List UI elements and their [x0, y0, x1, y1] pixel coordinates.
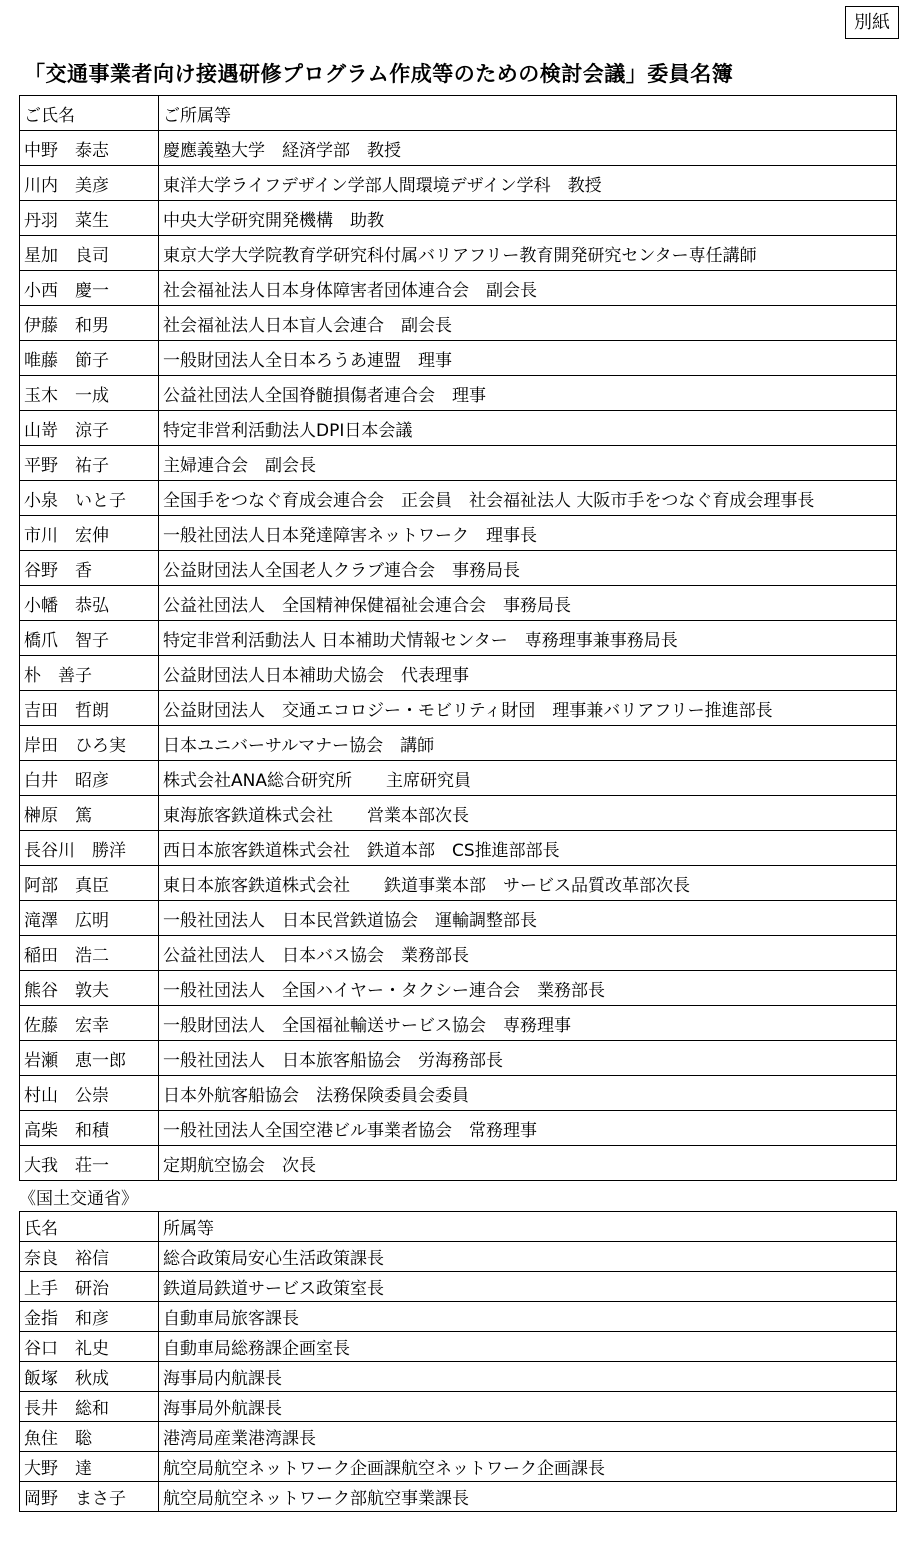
member-name: 榊原 篤 — [20, 796, 159, 831]
member-affiliation: 総合政策局安心生活政策課長 — [159, 1242, 897, 1272]
member-name: 橋爪 智子 — [20, 621, 159, 656]
member-name: 星加 良司 — [20, 236, 159, 271]
table-row — [20, 1041, 897, 1076]
table-row — [20, 866, 897, 901]
table-row — [20, 1146, 897, 1181]
member-name: 村山 公崇 — [20, 1076, 159, 1111]
member-name: 唯藤 節子 — [20, 341, 159, 376]
member-name: 長谷川 勝洋 — [20, 831, 159, 866]
table-row — [20, 691, 897, 726]
member-name: 大我 荘一 — [20, 1146, 159, 1181]
table-row — [20, 1076, 897, 1111]
member-affiliation: 鉄道局鉄道サービス政策室長 — [159, 1272, 897, 1302]
header-affiliation: ご所属等 — [159, 96, 897, 131]
member-affiliation: 西日本旅客鉄道株式会社 鉄道本部 CS推進部部長 — [159, 831, 897, 866]
member-name: 小泉 いと子 — [20, 481, 159, 516]
member-affiliation: 主婦連合会 副会長 — [159, 446, 897, 481]
member-affiliation: 公益社団法人全国脊髄損傷者連合会 理事 — [159, 376, 897, 411]
table-row — [20, 131, 897, 166]
ministry-table — [19, 1211, 897, 1512]
member-affiliation: 一般財団法人 全国福祉輸送サービス協会 専務理事 — [159, 1006, 897, 1041]
member-affiliation: 自動車局総務課企画室長 — [159, 1332, 897, 1362]
member-name: 長井 総和 — [20, 1392, 159, 1422]
member-affiliation: 日本外航客船協会 法務保険委員会委員 — [159, 1076, 897, 1111]
member-affiliation: 慶應義塾大学 経済学部 教授 — [159, 131, 897, 166]
member-name: 白井 昭彦 — [20, 761, 159, 796]
member-name: 岸田 ひろ実 — [20, 726, 159, 761]
member-name: 小西 慶一 — [20, 271, 159, 306]
member-affiliation: 日本ユニバーサルマナー協会 講師 — [159, 726, 897, 761]
member-name: 丹羽 菜生 — [20, 201, 159, 236]
table-row — [20, 586, 897, 621]
member-name: 谷野 香 — [20, 551, 159, 586]
table-row — [20, 1272, 897, 1302]
table-row — [20, 1006, 897, 1041]
member-affiliation: 自動車局旅客課長 — [159, 1302, 897, 1332]
member-name: 高柴 和積 — [20, 1111, 159, 1146]
member-affiliation: 社会福祉法人日本身体障害者団体連合会 副会長 — [159, 271, 897, 306]
member-affiliation: 特定非営利活動法人 日本補助犬情報センター 専務理事兼事務局長 — [159, 621, 897, 656]
attachment-label: 別紙 — [845, 6, 899, 39]
table-row — [20, 271, 897, 306]
member-affiliation: 公益社団法人 全国精神保健福祉会連合会 事務局長 — [159, 586, 897, 621]
table-row — [20, 761, 897, 796]
member-affiliation: 公益財団法人日本補助犬協会 代表理事 — [159, 656, 897, 691]
member-name: 佐藤 宏幸 — [20, 1006, 159, 1041]
table-row — [20, 1111, 897, 1146]
table-row — [20, 481, 897, 516]
member-affiliation: 公益財団法人全国老人クラブ連合会 事務局長 — [159, 551, 897, 586]
member-name: 谷口 礼史 — [20, 1332, 159, 1362]
table-header-row — [20, 96, 897, 131]
member-name: 岡野 まさ子 — [20, 1482, 159, 1512]
member-affiliation: 中央大学研究開発機構 助教 — [159, 201, 897, 236]
member-name: 山嵜 涼子 — [20, 411, 159, 446]
member-name: 玉木 一成 — [20, 376, 159, 411]
table-row — [20, 236, 897, 271]
member-affiliation: 海事局外航課長 — [159, 1392, 897, 1422]
member-affiliation: 港湾局産業港湾課長 — [159, 1422, 897, 1452]
table-row — [20, 656, 897, 691]
member-name: 飯塚 秋成 — [20, 1362, 159, 1392]
member-affiliation: 株式会社ANA総合研究所 主席研究員 — [159, 761, 897, 796]
member-affiliation: 一般財団法人全日本ろうあ連盟 理事 — [159, 341, 897, 376]
table-row — [20, 166, 897, 201]
table-row — [20, 1332, 897, 1362]
member-affiliation: 東日本旅客鉄道株式会社 鉄道事業本部 サービス品質改革部次長 — [159, 866, 897, 901]
member-name: 川内 美彦 — [20, 166, 159, 201]
member-affiliation: 一般社団法人 全国ハイヤー・タクシー連合会 業務部長 — [159, 971, 897, 1006]
table-row — [20, 1482, 897, 1512]
table-row — [20, 1362, 897, 1392]
member-name: 奈良 裕信 — [20, 1242, 159, 1272]
table-row — [20, 516, 897, 551]
table-header-row — [20, 1212, 897, 1242]
table-row — [20, 901, 897, 936]
member-name: 阿部 真臣 — [20, 866, 159, 901]
ministry-section-label: 《国土交通省》 — [19, 1189, 138, 1209]
member-affiliation: 東海旅客鉄道株式会社 営業本部次長 — [159, 796, 897, 831]
member-name: 平野 祐子 — [20, 446, 159, 481]
member-affiliation: 全国手をつなぐ育成会連合会 正会員 社会福祉法人 大阪市手をつなぐ育成会理事長 — [159, 481, 897, 516]
member-name: 吉田 哲朗 — [20, 691, 159, 726]
member-affiliation: 東洋大学ライフデザイン学部人間環境デザイン学科 教授 — [159, 166, 897, 201]
member-name: 金指 和彦 — [20, 1302, 159, 1332]
member-affiliation: 海事局内航課長 — [159, 1362, 897, 1392]
member-name: 熊谷 敦夫 — [20, 971, 159, 1006]
table-row — [20, 306, 897, 341]
table-row — [20, 796, 897, 831]
member-name: 稲田 浩二 — [20, 936, 159, 971]
table-row — [20, 726, 897, 761]
header-affiliation: 所属等 — [159, 1212, 897, 1242]
member-affiliation: 一般社団法人全国空港ビル事業者協会 常務理事 — [159, 1111, 897, 1146]
table-row — [20, 1302, 897, 1332]
member-affiliation: 公益財団法人 交通エコロジー・モビリティ財団 理事兼バリアフリー推進部長 — [159, 691, 897, 726]
table-row — [20, 1242, 897, 1272]
table-row — [20, 411, 897, 446]
member-affiliation: 東京大学大学院教育学研究科付属バリアフリー教育開発研究センター専任講師 — [159, 236, 897, 271]
table-row — [20, 971, 897, 1006]
header-name: ご氏名 — [20, 96, 159, 131]
table-row — [20, 1392, 897, 1422]
table-row — [20, 341, 897, 376]
member-name: 大野 達 — [20, 1452, 159, 1482]
member-name: 滝澤 広明 — [20, 901, 159, 936]
table-row — [20, 1452, 897, 1482]
table-row — [20, 446, 897, 481]
member-affiliation: 一般社団法人日本発達障害ネットワーク 理事長 — [159, 516, 897, 551]
table-row — [20, 1422, 897, 1452]
member-name: 魚住 聡 — [20, 1422, 159, 1452]
header-name: 氏名 — [20, 1212, 159, 1242]
member-affiliation: 航空局航空ネットワーク部航空事業課長 — [159, 1482, 897, 1512]
member-affiliation: 一般社団法人 日本旅客船協会 労海務部長 — [159, 1041, 897, 1076]
member-name: 中野 泰志 — [20, 131, 159, 166]
document-title: 「交通事業者向け接遇研修プログラム作成等のための検討会議」委員名簿 — [24, 62, 734, 86]
member-affiliation: 社会福祉法人日本盲人会連合 副会長 — [159, 306, 897, 341]
member-affiliation: 航空局航空ネットワーク企画課航空ネットワーク企画課長 — [159, 1452, 897, 1482]
member-affiliation: 定期航空協会 次長 — [159, 1146, 897, 1181]
table-row — [20, 936, 897, 971]
table-row — [20, 376, 897, 411]
table-row — [20, 201, 897, 236]
member-affiliation: 特定非営利活動法人DPI日本会議 — [159, 411, 897, 446]
member-name: 朴 善子 — [20, 656, 159, 691]
member-affiliation: 公益社団法人 日本バス協会 業務部長 — [159, 936, 897, 971]
member-affiliation: 一般社団法人 日本民営鉄道協会 運輸調整部長 — [159, 901, 897, 936]
table-row — [20, 551, 897, 586]
members-table — [19, 95, 897, 1181]
member-name: 市川 宏伸 — [20, 516, 159, 551]
member-name: 岩瀬 恵一郎 — [20, 1041, 159, 1076]
member-name: 上手 研治 — [20, 1272, 159, 1302]
table-row — [20, 831, 897, 866]
table-row — [20, 621, 897, 656]
member-name: 小幡 恭弘 — [20, 586, 159, 621]
member-name: 伊藤 和男 — [20, 306, 159, 341]
